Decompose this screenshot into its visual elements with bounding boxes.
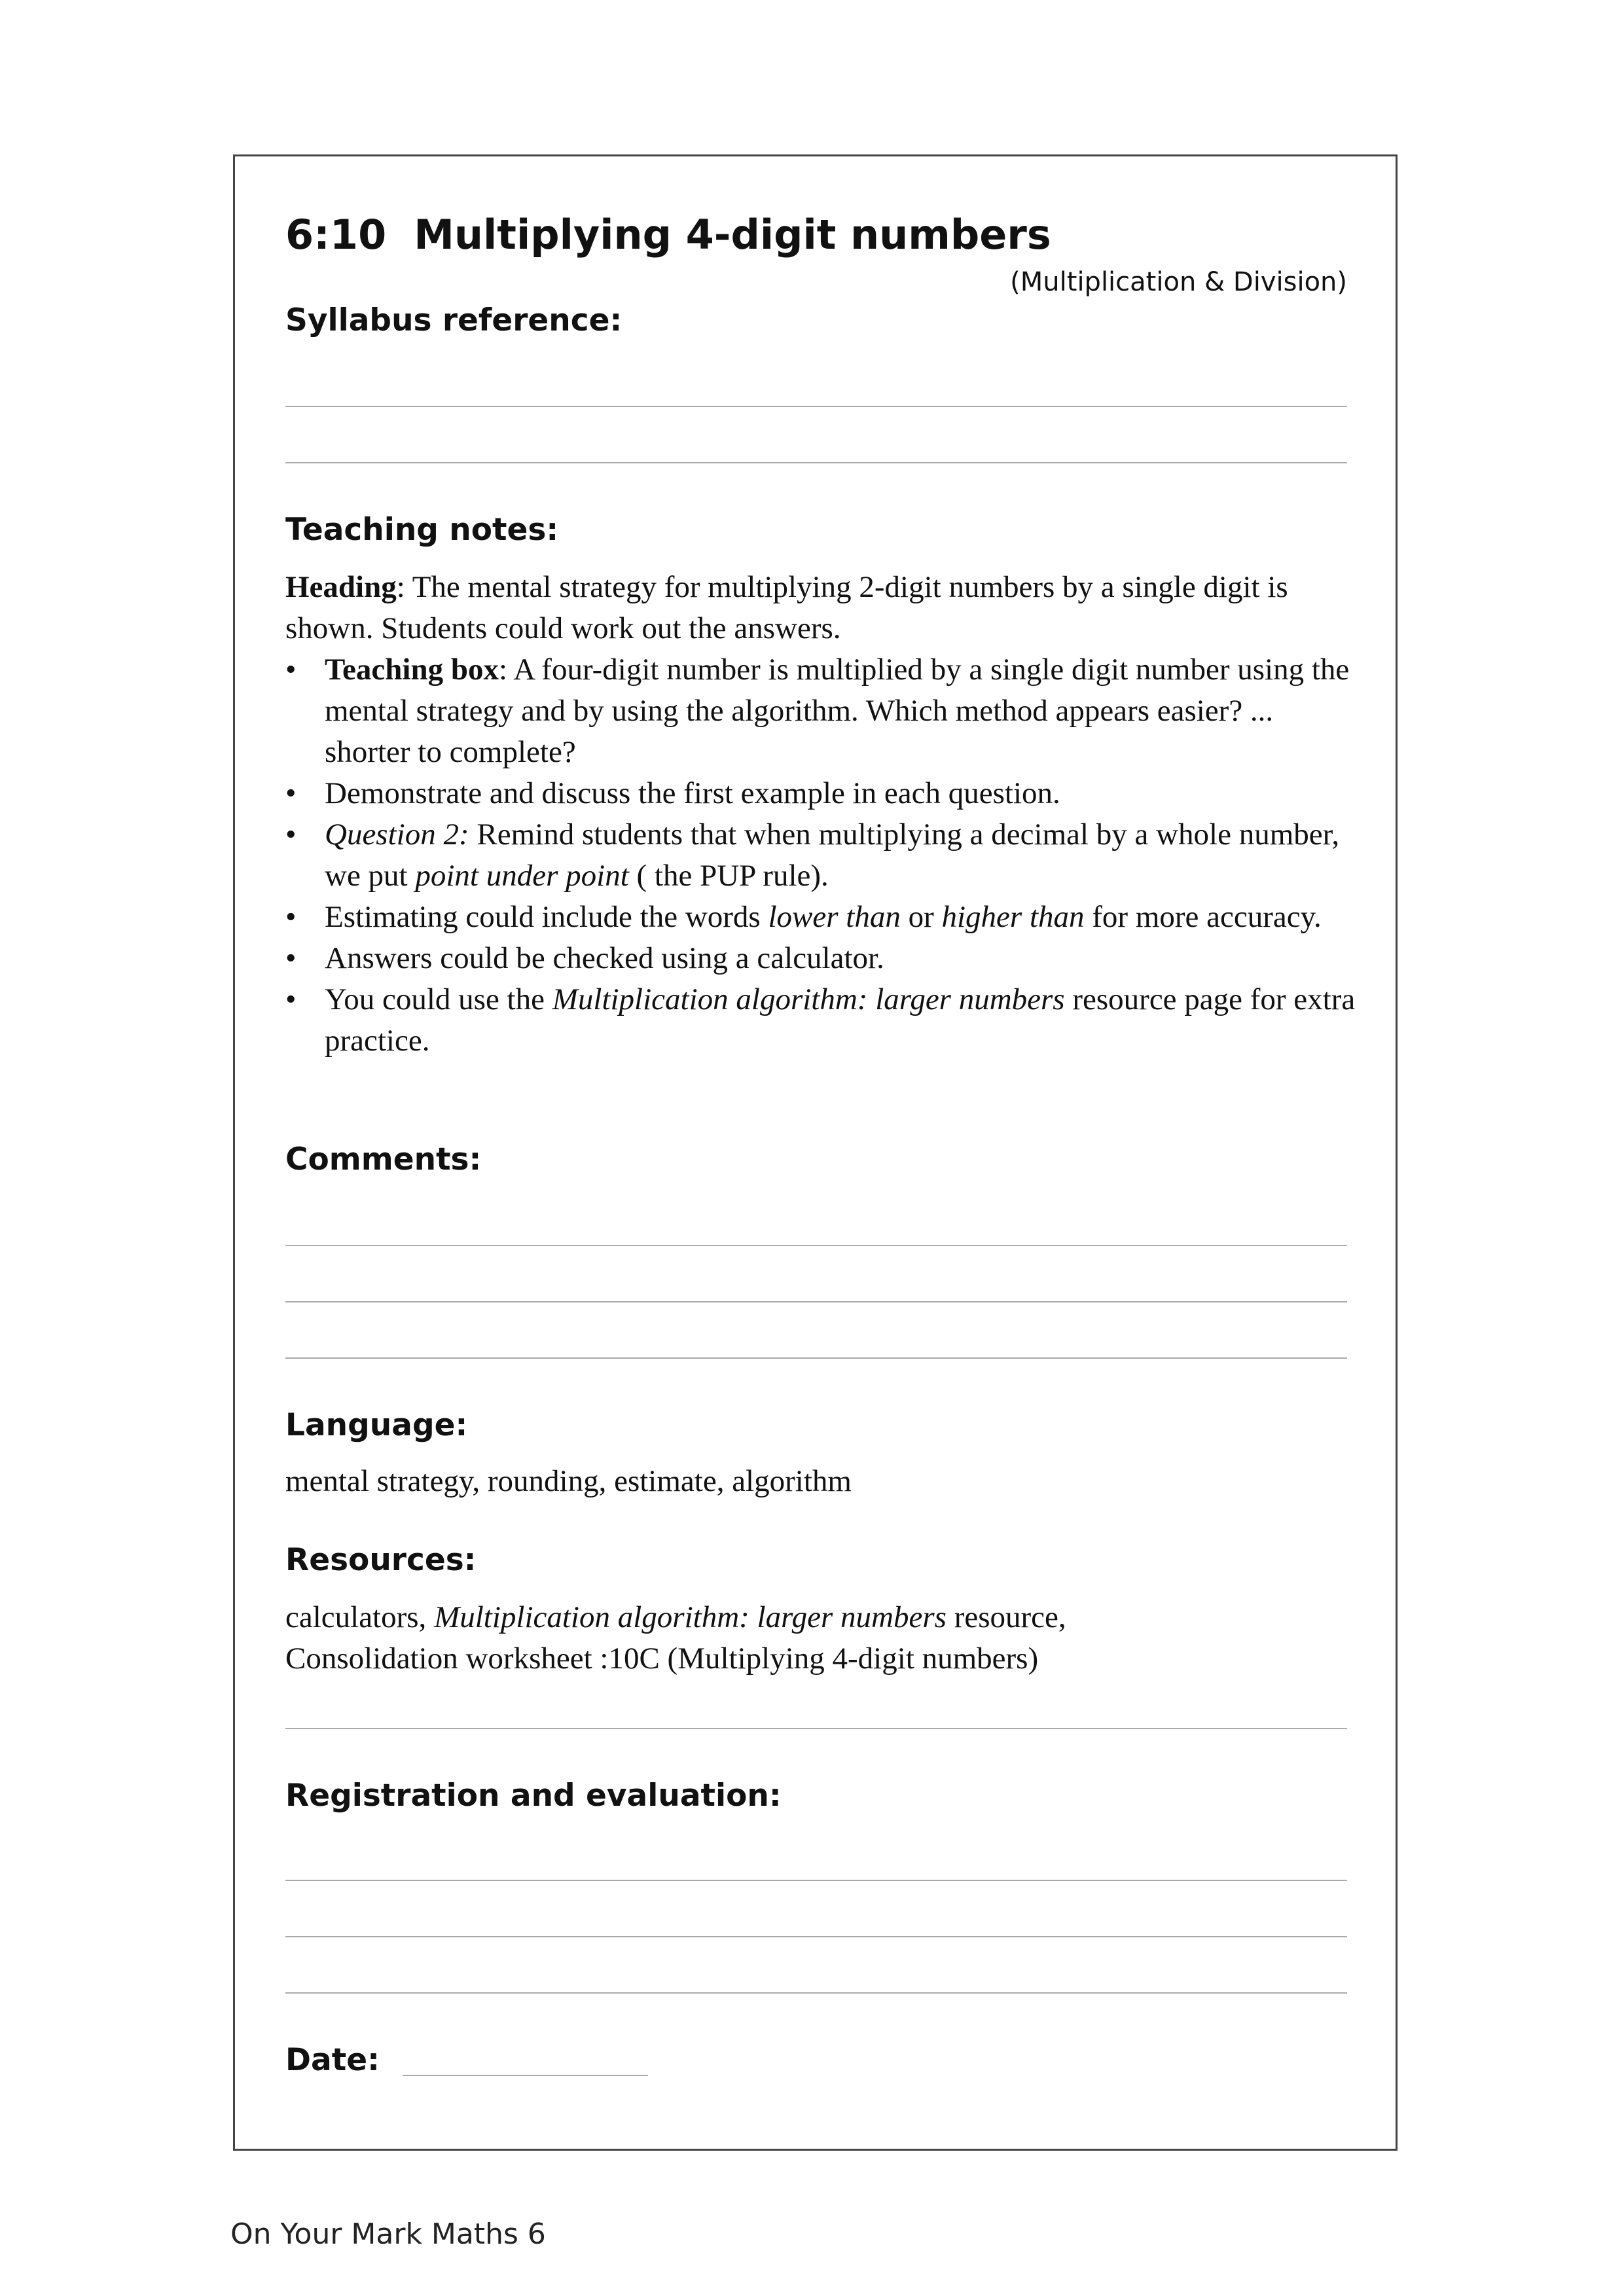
bullet-italic: Multiplication algorithm: larger numbers [552,982,1065,1016]
lesson-title: Multiplying 4-digit numbers [414,211,1051,259]
resources-italic: Multiplication algorithm: larger numbers [434,1600,947,1634]
resources-line-1 [285,1597,1359,1638]
teaching-notes-body [285,567,1359,1062]
lesson-number: 6:10 [285,211,387,259]
language-text: mental strategy, rounding, estimate, algorithm [285,1464,852,1498]
registration-line-2 [285,1936,1347,1937]
bullet-text: for more accuracy. [1084,900,1322,934]
bullet-text: Answers could be checked using a calculator. [325,941,884,975]
bullet-italic: higher than [941,900,1085,934]
bullet-text: You could use the [325,982,552,1016]
syllabus-line-1 [285,406,1347,407]
list-item [285,814,1359,897]
resources-line-2: Consolidation worksheet :10C (Multiplying 4-digit numbers) [285,1641,1039,1676]
subject-label: (Multiplication & Division) [1010,267,1347,297]
list-item [285,773,1359,814]
syllabus-line-2 [285,462,1347,463]
teaching-notes-label: Teaching notes: [285,512,559,548]
resources-line [285,1728,1347,1729]
heading-term: Heading [285,570,397,604]
resources-text [285,1597,1359,1679]
list-item [285,938,1359,979]
bullet-text: ( the PUP rule). [628,859,829,893]
notes-list [285,649,1359,1062]
date-label: Date: [285,2042,380,2078]
teaching-box-text: : A four-digit number is multiplied by a single digit number using the mental strategy and by using the algorithm. Which method appears easier? ... shorter to complete? [325,653,1350,769]
footer-text: On Your Mark Maths 6 [230,2217,546,2251]
registration-line-3 [285,1992,1347,1994]
bullet-text: Estimating could include the words [325,900,768,934]
date-line [403,2075,648,2076]
list-item [285,897,1359,938]
comments-line-1 [285,1245,1347,1246]
language-label: Language: [285,1407,468,1443]
resources-text-a: calculators, [285,1600,435,1634]
syllabus-label: Syllabus reference: [285,302,623,338]
bullet-text: Demonstrate and discuss the first example in each question. [325,776,1060,810]
comments-label: Comments: [285,1141,482,1177]
bullet-text: or [900,900,942,934]
resources-label: Resources: [285,1542,477,1578]
comments-line-3 [285,1357,1347,1359]
page-title [285,211,1051,259]
bullet-text: Remind students that when multiplying a decimal by a whole number, we put [325,817,1340,893]
question-term: Question 2: [325,817,469,852]
comments-line-2 [285,1301,1347,1302]
registration-label: Registration and evaluation: [285,1778,782,1814]
heading-text: : The mental strategy for multiplying 2-digit numbers by a single digit is shown. Students could work out the answers. [285,570,1288,645]
list-item [285,649,1359,773]
list-item [285,979,1359,1062]
bullet-italic: lower than [768,900,901,934]
bullet-italic: point under point [415,859,629,893]
registration-line-1 [285,1880,1347,1881]
teaching-box-term: Teaching box [325,653,499,687]
resources-text-b: resource, [946,1600,1066,1634]
heading-note [285,567,1359,649]
bullet-text: resource page for extra practice. [325,982,1356,1058]
